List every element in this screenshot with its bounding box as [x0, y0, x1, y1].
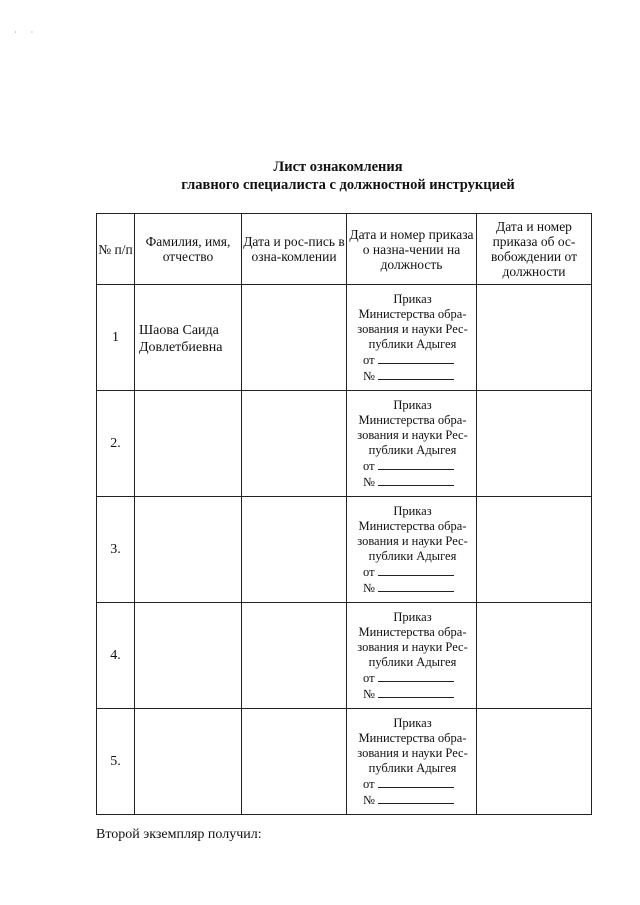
table-row: [97, 497, 592, 603]
signature-cell: [242, 603, 347, 709]
order-number-blank: [378, 474, 454, 486]
header-full-name: Фамилия, имя, отчество: [135, 214, 242, 285]
order-number-blank: [378, 580, 454, 592]
table-row: [97, 709, 592, 815]
full-name-cell: [135, 497, 242, 603]
dismissal-order-cell: [477, 709, 592, 815]
signature-cell: [242, 391, 347, 497]
table-row: [97, 391, 592, 497]
full-name-cell: [135, 709, 242, 815]
order-title: Приказ Министерства обра-зования и науки Рес-публики Адыгея: [357, 398, 468, 457]
document-title: [0, 158, 640, 194]
row-number: 5.: [97, 709, 135, 815]
header-appointment-order: Дата и номер приказа о назна-чении на должность: [347, 214, 477, 285]
order-date-label: от: [363, 777, 375, 791]
dismissal-order-cell: [477, 497, 592, 603]
order-date-blank: [378, 564, 454, 576]
appointment-order-cell: [347, 709, 477, 815]
order-date-blank: [378, 776, 454, 788]
table-header-row: [97, 214, 592, 285]
order-number-line: [355, 368, 470, 384]
header-date-signature: Дата и рос-пись в озна-комлении: [242, 214, 347, 285]
scan-artifact: · ·: [14, 28, 40, 37]
order-date-line: [355, 564, 470, 580]
full-name-cell: Шаова Саида Довлетбиевна: [135, 285, 242, 391]
row-number: 1: [97, 285, 135, 391]
order-number-label: №: [363, 475, 375, 489]
dismissal-order-cell: [477, 285, 592, 391]
order-number-line: [355, 474, 470, 490]
order-number-blank: [378, 368, 454, 380]
full-name-cell: [135, 603, 242, 709]
order-date-line: [355, 776, 470, 792]
order-number-line: [355, 792, 470, 808]
appointment-order-cell: [347, 391, 477, 497]
order-number-line: [355, 580, 470, 596]
order-number-label: №: [363, 581, 375, 595]
order-date-line: [355, 670, 470, 686]
order-number-label: №: [363, 793, 375, 807]
order-title: Приказ Министерства обра-зования и науки Рес-публики Адыгея: [357, 504, 468, 563]
title-line-1: Лист ознакомления: [273, 159, 403, 175]
row-number: 3.: [97, 497, 135, 603]
appointment-order-cell: [347, 497, 477, 603]
dismissal-order-cell: [477, 391, 592, 497]
order-date-blank: [378, 352, 454, 364]
order-title: Приказ Министерства обра-зования и науки Рес-публики Адыгея: [357, 716, 468, 775]
row-number: 4.: [97, 603, 135, 709]
order-date-label: от: [363, 353, 375, 367]
order-number-blank: [378, 792, 454, 804]
order-number-blank: [378, 686, 454, 698]
signature-cell: [242, 497, 347, 603]
appointment-order-cell: [347, 603, 477, 709]
order-date-blank: [378, 458, 454, 470]
order-number-label: №: [363, 687, 375, 701]
full-name-cell: [135, 391, 242, 497]
appointment-order-cell: [347, 285, 477, 391]
second-copy-received: Второй экземпляр получил:: [96, 827, 262, 842]
order-date-blank: [378, 670, 454, 682]
title-line-2: главного специалиста с должностной инструкцией: [181, 177, 515, 193]
signature-cell: [242, 709, 347, 815]
dismissal-order-cell: [477, 603, 592, 709]
order-number-line: [355, 686, 470, 702]
acknowledgement-table: [96, 213, 592, 815]
order-number-label: №: [363, 369, 375, 383]
header-number: № п/п: [97, 214, 135, 285]
order-date-label: от: [363, 671, 375, 685]
row-number: 2.: [97, 391, 135, 497]
order-date-label: от: [363, 565, 375, 579]
order-title: Приказ Министерства обра-зования и науки Рес-публики Адыгея: [357, 610, 468, 669]
table-row: [97, 285, 592, 391]
order-date-line: [355, 458, 470, 474]
order-title: Приказ Министерства обра-зования и науки Рес-публики Адыгея: [357, 292, 468, 351]
order-date-line: [355, 352, 470, 368]
signature-cell: [242, 285, 347, 391]
header-dismissal-order: Дата и номер приказа об ос-вобождении от должности: [477, 214, 592, 285]
table-row: [97, 603, 592, 709]
order-date-label: от: [363, 459, 375, 473]
